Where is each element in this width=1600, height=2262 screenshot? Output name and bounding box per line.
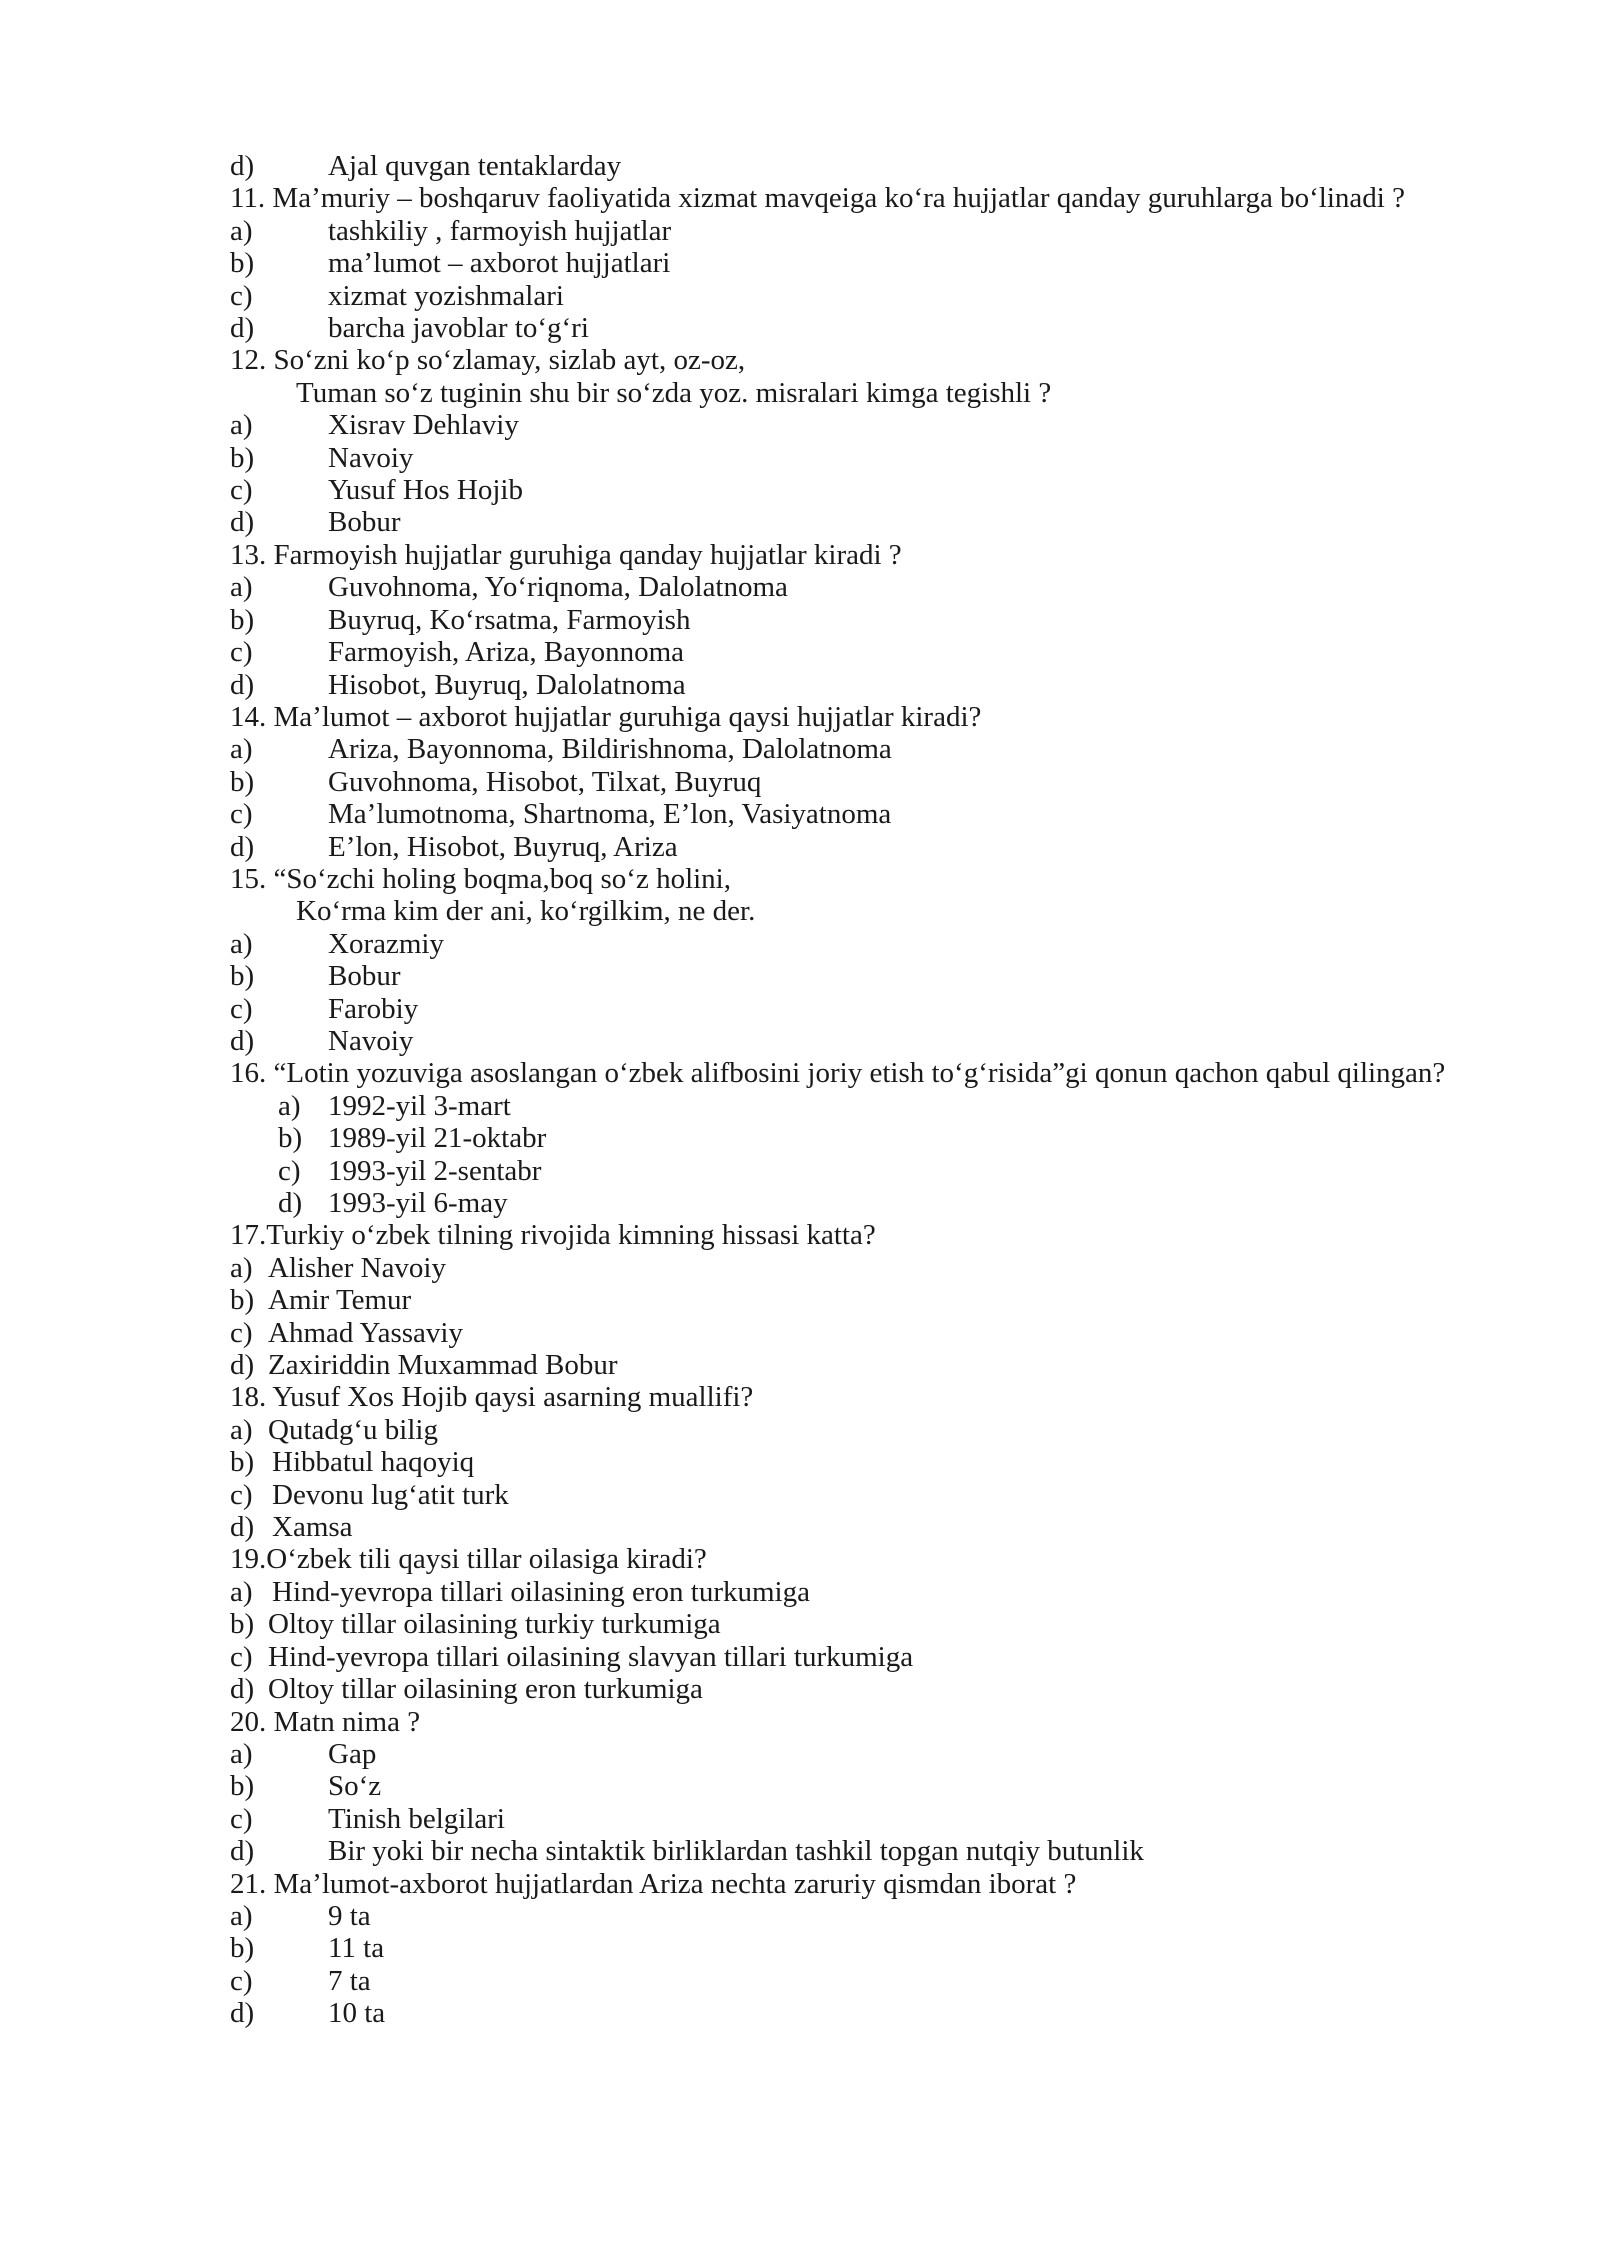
option-label: c) xyxy=(230,1964,253,1997)
option-text: Yusuf Hos Hojib xyxy=(328,474,523,507)
answer-option xyxy=(230,1155,1490,1187)
option-label: b) xyxy=(230,603,255,636)
answer-option xyxy=(230,1803,1490,1835)
answer-option xyxy=(230,442,1490,474)
option-text: 1992-yil 3-mart xyxy=(328,1089,511,1122)
verse-line: Tuman so‘z tuginin shu bir so‘zda yoz. misralari kimga tegishli ? xyxy=(296,376,1052,409)
question-text: 16. “Lotin yozuviga asoslangan o‘zbek alifbosini joriy etish to‘g‘risida”gi qonun qachon qabul qilingan? xyxy=(230,1057,1446,1090)
answer-option xyxy=(230,1446,1490,1478)
option-text: Xamsa xyxy=(272,1511,353,1544)
question-text: 17.Turkiy o‘zbek tilning rivojida kimning hissasi katta? xyxy=(230,1219,876,1252)
option-text: Farmoyish, Ariza, Bayonnoma xyxy=(328,636,685,669)
answer-option xyxy=(230,1187,1490,1219)
answer-option xyxy=(230,1932,1490,1964)
option-text: Tinish belgilari xyxy=(328,1802,505,1835)
option-label: c) xyxy=(230,474,253,507)
option-label: c) xyxy=(230,992,253,1025)
option-text: 11 ta xyxy=(328,1932,385,1965)
option-label: d) xyxy=(230,830,255,863)
option-text: Hind-yevropa tillari oilasining eron turkumiga xyxy=(272,1575,810,1608)
option-label: d) xyxy=(230,1673,255,1706)
answer-option xyxy=(230,831,1490,863)
option-label: b) xyxy=(278,1122,303,1155)
option-label: d) xyxy=(230,312,255,345)
answer-option xyxy=(230,571,1490,603)
option-text: Ahmad Yassaviy xyxy=(268,1316,463,1349)
option-text: xizmat yozishmalari xyxy=(328,279,564,312)
answer-option xyxy=(230,993,1490,1025)
option-label: c) xyxy=(230,636,253,669)
answer-option xyxy=(230,669,1490,701)
answer-option xyxy=(230,1673,1490,1705)
option-text: 1989-yil 21-oktabr xyxy=(328,1122,547,1155)
answer-option xyxy=(230,1349,1490,1381)
option-label: c) xyxy=(230,1478,253,1511)
option-label: a) xyxy=(230,214,253,247)
option-label: c) xyxy=(278,1154,301,1187)
option-label: b) xyxy=(230,765,255,798)
answer-option xyxy=(230,1641,1490,1673)
answer-option xyxy=(230,733,1490,765)
option-label: d) xyxy=(230,506,255,539)
answer-option xyxy=(230,960,1490,992)
option-text: 1993-yil 6-may xyxy=(328,1187,508,1219)
answer-option xyxy=(230,1900,1490,1932)
option-label: d) xyxy=(230,668,255,701)
question-text: 12. So‘zni ko‘p so‘zlamay, sizlab ayt, oz-oz, xyxy=(230,344,746,377)
option-text: Oltoy tillar oilasining eron turkumiga xyxy=(268,1673,703,1706)
option-label: c) xyxy=(230,279,253,312)
option-text: barcha javoblar to‘g‘ri xyxy=(328,312,589,345)
option-label: d) xyxy=(230,1349,255,1382)
option-label: b) xyxy=(230,1446,255,1479)
option-text: Xisrav Dehlaviy xyxy=(328,409,519,442)
answer-option xyxy=(230,1738,1490,1770)
answer-option xyxy=(230,798,1490,830)
option-label: a) xyxy=(278,1089,301,1122)
verse-line: Ko‘rma kim der ani, ko‘rgilkim, ne der. xyxy=(296,895,756,928)
option-text: Ajal quvgan tentaklarday xyxy=(328,150,622,182)
question-text: 13. Farmoyish hujjatlar guruhiga qanday hujjatlar kiradi ? xyxy=(230,538,902,571)
option-text: 9 ta xyxy=(328,1899,371,1932)
answer-option xyxy=(230,312,1490,344)
answer-option xyxy=(230,506,1490,538)
option-text: Xorazmiy xyxy=(328,927,444,960)
question-text: 19.O‘zbek tili qaysi tillar oilasiga kiradi? xyxy=(230,1543,707,1576)
question-text: 20. Matn nima ? xyxy=(230,1705,421,1738)
option-text: Zaxiriddin Muxammad Bobur xyxy=(268,1349,618,1382)
option-text: Guvohnoma, Hisobot, Tilxat, Buyruq xyxy=(328,765,762,798)
option-label: a) xyxy=(230,1413,253,1446)
option-label: d) xyxy=(230,1835,255,1868)
answer-option xyxy=(230,1835,1490,1867)
option-text: Gap xyxy=(328,1737,377,1770)
option-label: c) xyxy=(230,1802,253,1835)
answer-option xyxy=(230,636,1490,668)
option-text: E’lon, Hisobot, Buyruq, Ariza xyxy=(328,830,678,863)
answer-option xyxy=(230,1122,1490,1154)
answer-option xyxy=(230,409,1490,441)
option-label: c) xyxy=(230,798,253,831)
option-text: Ariza, Bayonnoma, Bildirishnoma, Dalolatnoma xyxy=(328,733,892,766)
option-label: b) xyxy=(230,441,255,474)
option-label: a) xyxy=(230,1737,253,1770)
option-label: d) xyxy=(230,150,255,182)
option-text: 7 ta xyxy=(328,1964,371,1997)
option-text: Navoiy xyxy=(328,441,414,474)
option-text: Guvohnoma, Yo‘riqnoma, Dalolatnoma xyxy=(328,571,788,604)
option-text: 1993-yil 2-sentabr xyxy=(328,1154,542,1187)
option-text: So‘z xyxy=(328,1770,382,1803)
option-label: a) xyxy=(230,571,253,604)
option-text: Bobur xyxy=(328,506,401,539)
option-text: tashkiliy , farmoyish hujjatlar xyxy=(328,214,672,247)
question-text: 11. Ma’muriy – boshqaruv faoliyatida xizmat mavqeiga ko‘ra hujjatlar qanday guruhlarga bo‘linadi ? xyxy=(230,182,1405,215)
option-text: Alisher Navoiy xyxy=(268,1251,446,1284)
answer-option xyxy=(230,280,1490,312)
option-text: ma’lumot – axborot hujjatlari xyxy=(328,247,671,280)
option-text: Devonu lug‘atit turk xyxy=(272,1478,509,1511)
answer-option xyxy=(230,150,1490,182)
answer-option xyxy=(230,215,1490,247)
answer-option xyxy=(230,474,1490,506)
answer-option xyxy=(230,604,1490,636)
option-label: d) xyxy=(230,1511,255,1544)
answer-option xyxy=(230,1284,1490,1316)
question-text: 18. Yusuf Xos Hojib qaysi asarning muallifi? xyxy=(230,1381,754,1414)
option-label: a) xyxy=(230,1251,253,1284)
answer-option xyxy=(230,1770,1490,1802)
question-text: 21. Ma’lumot-axborot hujjatlardan Ariza nechta zaruriy qismdan iborat ? xyxy=(230,1867,1077,1900)
answer-option xyxy=(230,766,1490,798)
option-label: b) xyxy=(230,1608,255,1641)
answer-option xyxy=(230,1090,1490,1122)
option-text: Buyruq, Ko‘rsatma, Farmoyish xyxy=(328,603,691,636)
answer-option xyxy=(230,1025,1490,1057)
option-label: b) xyxy=(230,1932,255,1965)
option-label: b) xyxy=(230,1770,255,1803)
question-text: 14. Ma’lumot – axborot hujjatlar guruhiga qaysi hujjatlar kiradi? xyxy=(230,700,982,733)
option-text: Hibbatul haqoyiq xyxy=(272,1446,475,1479)
option-text: Amir Temur xyxy=(268,1284,412,1317)
answer-option xyxy=(230,1965,1490,1997)
option-label: a) xyxy=(230,1575,253,1608)
option-text: 10 ta xyxy=(328,1997,386,2030)
option-text: Hisobot, Buyruq, Dalolatnoma xyxy=(328,668,686,701)
option-label: d) xyxy=(230,1997,255,2030)
option-label: c) xyxy=(230,1640,253,1673)
answer-option xyxy=(230,1317,1490,1349)
answer-option xyxy=(230,1479,1490,1511)
answer-option xyxy=(230,1511,1490,1543)
answer-option xyxy=(230,1576,1490,1608)
option-text: Bobur xyxy=(328,960,401,993)
answer-option xyxy=(230,928,1490,960)
option-text: Hind-yevropa tillari oilasining slavyan tillari turkumiga xyxy=(268,1640,914,1673)
answer-option xyxy=(230,1252,1490,1284)
option-label: a) xyxy=(230,927,253,960)
option-text: Navoiy xyxy=(328,1024,414,1057)
question-text: 15. “So‘zchi holing boqma,boq so‘z holini, xyxy=(230,862,731,895)
option-text: Farobiy xyxy=(328,992,419,1025)
option-label: d) xyxy=(230,1024,255,1057)
option-label: a) xyxy=(230,733,253,766)
option-label: a) xyxy=(230,1899,253,1932)
option-label: b) xyxy=(230,960,255,993)
test-questions-body xyxy=(230,150,1490,2030)
option-label: b) xyxy=(230,1284,255,1317)
option-label: d) xyxy=(278,1187,303,1219)
answer-option xyxy=(230,1414,1490,1446)
answer-option xyxy=(230,247,1490,279)
option-label: b) xyxy=(230,247,255,280)
option-text: Qutadg‘u bilig xyxy=(268,1413,438,1446)
answer-option xyxy=(230,1997,1490,2029)
answer-option xyxy=(230,1608,1490,1640)
option-text: Oltoy tillar oilasining turkiy turkumiga xyxy=(268,1608,721,1641)
option-text: Ma’lumotnoma, Shartnoma, E’lon, Vasiyatnoma xyxy=(328,798,892,831)
option-label: c) xyxy=(230,1316,253,1349)
option-text: Bir yoki bir necha sintaktik birliklardan tashkil topgan nutqiy butunlik xyxy=(328,1835,1144,1868)
option-label: a) xyxy=(230,409,253,442)
